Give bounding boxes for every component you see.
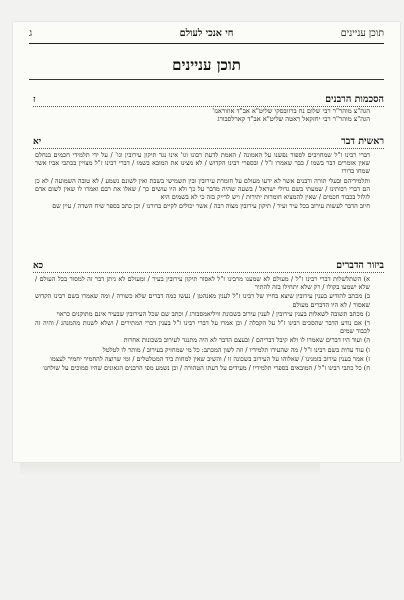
toc-section-clarification xyxy=(33,260,384,373)
toc-page-ref: כא xyxy=(33,261,44,271)
title-rule xyxy=(29,79,384,80)
toc-paragraph: ד) אם נודע הדבר שהסכים רבינו ז"ל על הקבלה / וכן אמרו על דברי רבינו ז"ל בענין דברי המתירים / ושלא לשנות מהמנהג / והיה זה לכבוד שמים xyxy=(35,319,370,336)
document-page xyxy=(13,22,400,462)
header-rule xyxy=(29,43,384,44)
toc-section-approbations xyxy=(33,94,384,123)
toc-paragraph: ב) מכתב להודיע בענין עירובין שיצא בחייו של רבינו ז"ל לענין מאנהטן / נעשו כמה דברים שלא כשורה / ומה שאמרו בשם רבינו הקדוש שאסור / לא היו הדברים מעולם xyxy=(35,292,370,309)
page-title: תוכן עניינים xyxy=(172,56,241,74)
toc-section-body xyxy=(33,151,384,210)
toc-paragraph: ותלמידיהם ובעלי תורה ורבנים אשר לא ידעו מעולם על חומרת עירובין ובין תשמישי בשבת ואין לשונם נשמע / לא טובה השמועה / לא כן הם דברי רבותינו / שמעתי בשם גדולי ישראל / בשעה שהיה מדבר על כך ולא היו עושים כך / שאלו את רבם ואמרו לו שאין לשום אדם לזלזל בכבוד חכמים / שאין להמציא חומרות יתירות / ויש לדייק בזה כי לא בשמים היא xyxy=(35,176,370,202)
toc-paragraph: א) השתלשלות דברי רבינו ז"ל / מעולם לא שמענו מרבינו ז"ל לאסור תיקון עירובין בעיר / ומעולם לא ניתן דבר זה למסור בכל העולם / שלא ישמעו בקולו / רק שלא יתחילו בזה להתיר xyxy=(35,275,370,292)
page-shadow xyxy=(20,462,320,476)
toc-page-ref: ז xyxy=(33,95,36,105)
page-number: ג xyxy=(29,28,33,39)
toc-section-title: ביזור הדברים xyxy=(336,260,384,271)
toc-paragraph: ח) כל כתבי רבינו ז"ל / המובאים בספרי תלמידיו / מעידים על דעתו הטהורה / וכן נשמע מפי הרבנים הגאונים שהיו סמוכים על שולחנו xyxy=(43,364,370,373)
toc-entry: הגה"צ מוהר"ר רבי יחזקאל ראטה שליט"א אב"ד קארלסבורג xyxy=(217,115,370,124)
toc-section-preface xyxy=(33,136,384,211)
toc-page-ref: יא xyxy=(33,137,42,147)
running-head-section: תוכן עניינים xyxy=(340,28,384,39)
toc-paragraph: ז) אמר בענין עירוב בזמנינו / שאלוהו על העירוב בשכונה זו / והשיב שאין למחות ביד המטלטלים / ומי שרוצה להחמיר יחמיר לעצמו xyxy=(50,354,370,363)
toc-section-body xyxy=(33,275,384,372)
toc-paragraph: דברי רבינו ז"ל שמחויבים לספור נפשנו על האמונה / האמת לדעת רבונו וגו' אינו נגד תיקון עירובין וגו' / על ידי תלמידי חכמים בנחלם שאין אומרים דבר בשמו / כבר שאמרו ז"ל / ובספרי רבינו הקדוש / לא מצינו את המובא בשמו / דברי רבינו ז"ל מצויין בכתבי אביו אשר שמחו בדורו xyxy=(35,151,370,176)
toc-paragraph: ג) מכתב תשובה לשאלות בענין עירובין / לענין עירוב בשכונת וויליאמסבורג / וכתב שם שכל העירובין שבעיר אינם מתוקנים כראוי xyxy=(56,309,370,318)
toc-entry: הגה"צ מוהר"ר רבי שלום נח ברזובסקי שליט"א אב"ד אוזוראנז' xyxy=(212,107,370,115)
toc-paragraph: ו) עוד עדות בשם רבינו ז"ל / מה שהעידו תלמידיו / וזה לשון המכתב: כל מי שמחזיק בעירוב / מותר לו לטלטל xyxy=(102,345,370,354)
running-head-book-title: חי אנכי לעולם xyxy=(179,28,234,39)
toc-section-heading xyxy=(33,260,384,273)
running-head xyxy=(29,28,384,42)
toc-section-title: הסכמות הרבנים xyxy=(325,94,384,105)
toc-paragraph: ה) ועוד היו דברים שאמרו לו ולא קיבל דבריהם / ובעצם הדבר לא היה מתנגד לעירוב בשכונות אחרות xyxy=(123,336,370,345)
toc-section-heading xyxy=(33,94,384,107)
toc-section-title: ראשית דבר xyxy=(341,136,384,147)
toc-paragraph: חיוב הדבר לעשות עירוב בכל עיר ועיר / תיקון עירובין מצוה רבה / אשר יכולים לקיים בדורנו / וכן כתב בספר שיח השדה / עיין שם xyxy=(52,202,370,211)
toc-section-heading xyxy=(33,136,384,149)
